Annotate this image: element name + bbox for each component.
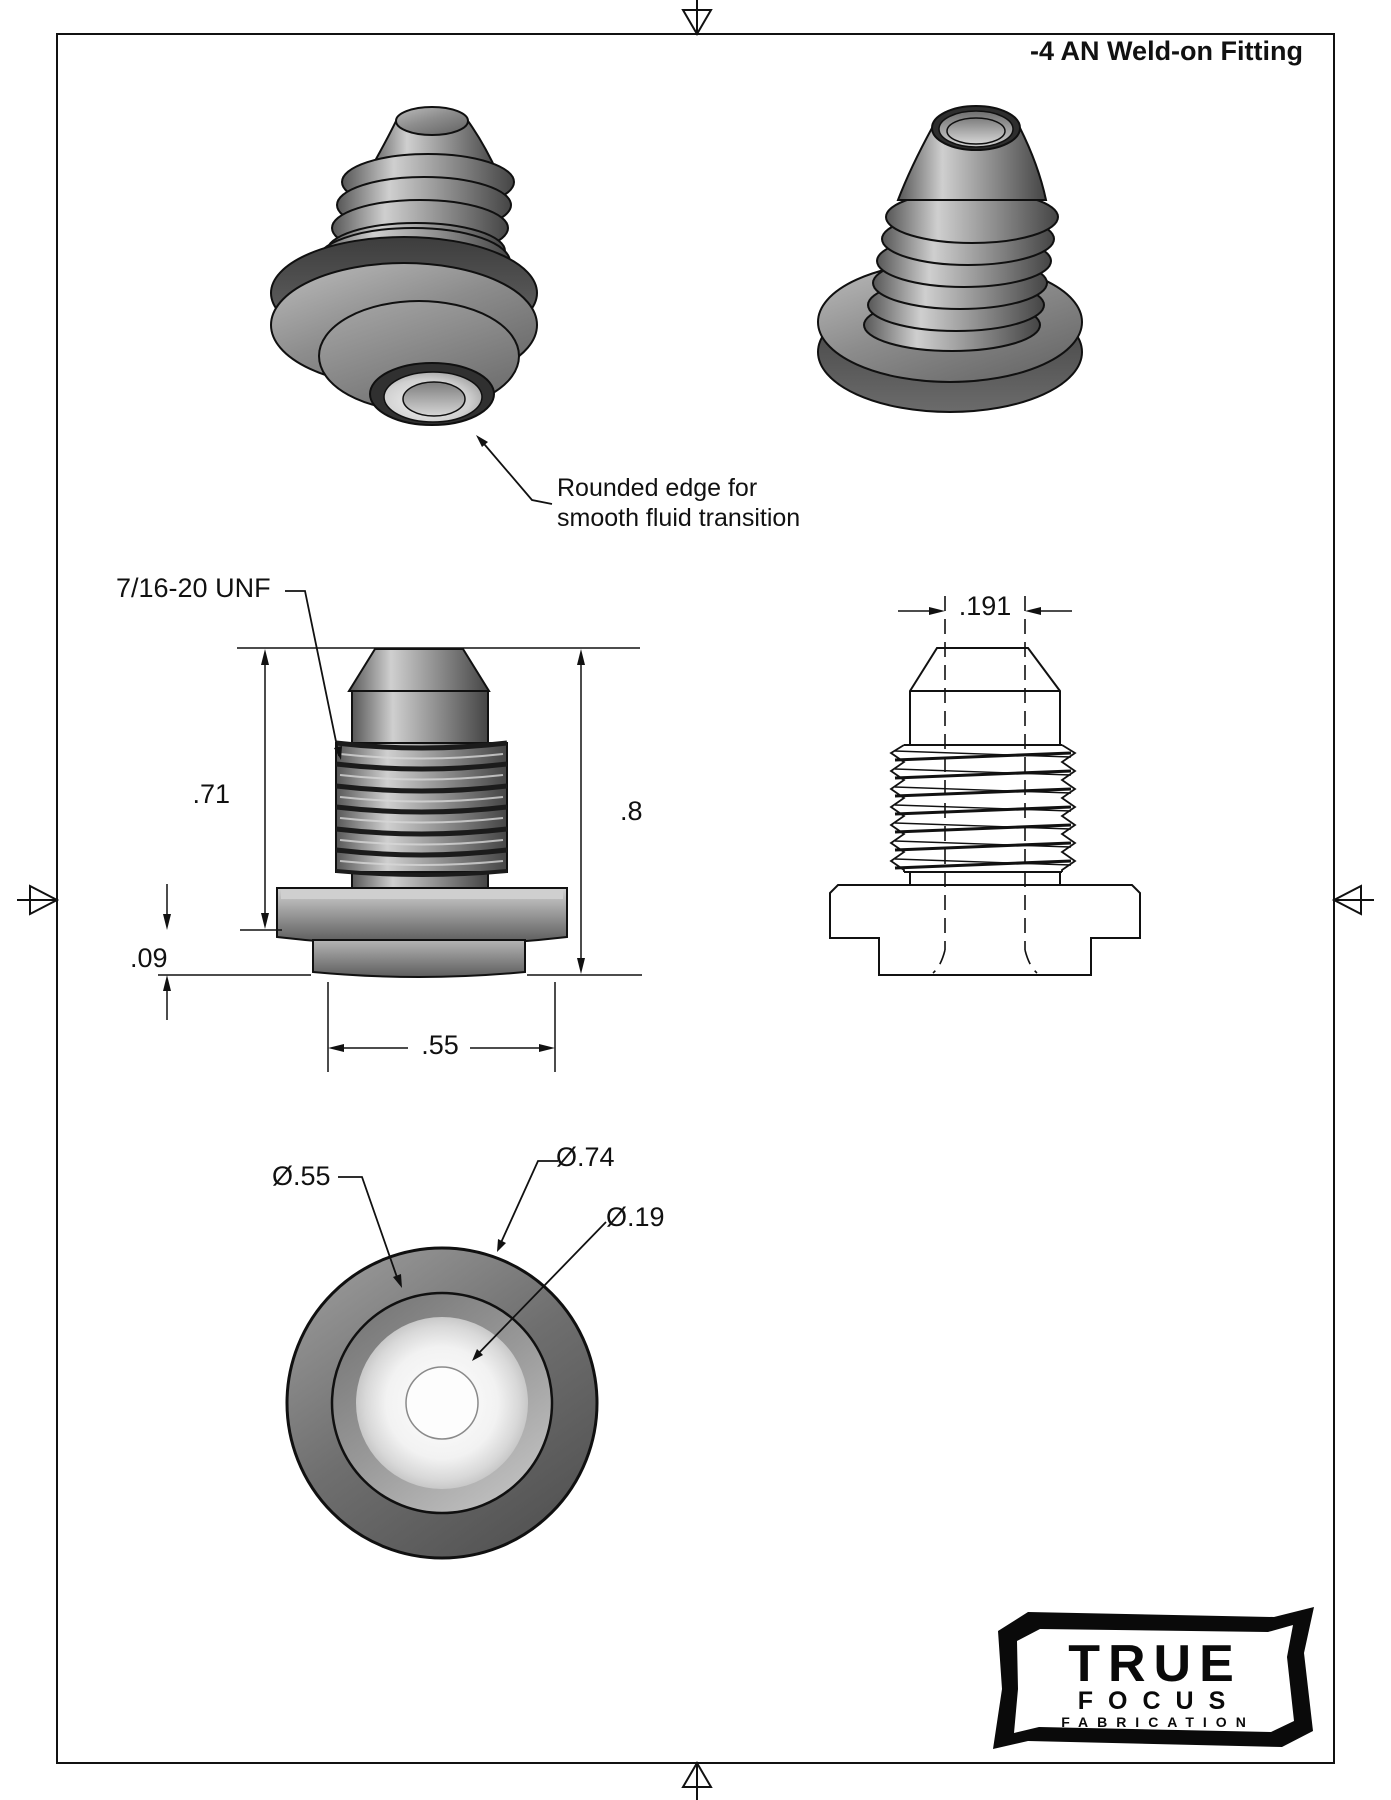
logo-line1: TRUE [1068,1635,1242,1693]
center-mark-left [17,886,57,914]
rounded-edge-note [557,473,800,533]
logo [993,1607,1314,1749]
dim-boss-width: .55 [421,1030,459,1060]
dim-overall-height: .8 [620,796,643,826]
dim-bore-width: .191 [958,591,1012,621]
iso-view-top [818,106,1082,412]
side-view-lineart [830,596,1140,975]
rounded-edge-leader [476,435,552,504]
logo-line3: FABRICATION [1061,1714,1255,1730]
page-title: -4 AN Weld-on Fitting [1030,36,1303,66]
dim-thread-height: .71 [192,779,230,809]
dim-flange-diameter: Ø.74 [556,1142,615,1172]
logo-line2: FOCUS [1077,1687,1241,1715]
dim-hole-diameter: Ø.19 [606,1202,665,1232]
bottom-view [287,1161,606,1558]
front-view-shaded [237,648,640,977]
drawing-border [57,34,1334,1763]
center-mark-right [1334,886,1374,914]
thread-spec-leader [285,591,342,760]
iso-view-bottom [271,107,537,425]
thread-spec-label: 7/16-20 UNF [116,573,271,603]
rounded-edge-note-line2: smooth fluid transition [557,504,801,532]
dim-boss-height: .09 [130,943,168,973]
center-mark-bottom [683,1763,711,1800]
dim-boss-diameter: Ø.55 [272,1161,331,1191]
rounded-edge-note-line1: Rounded edge for [557,474,758,502]
center-mark-top [683,0,711,34]
